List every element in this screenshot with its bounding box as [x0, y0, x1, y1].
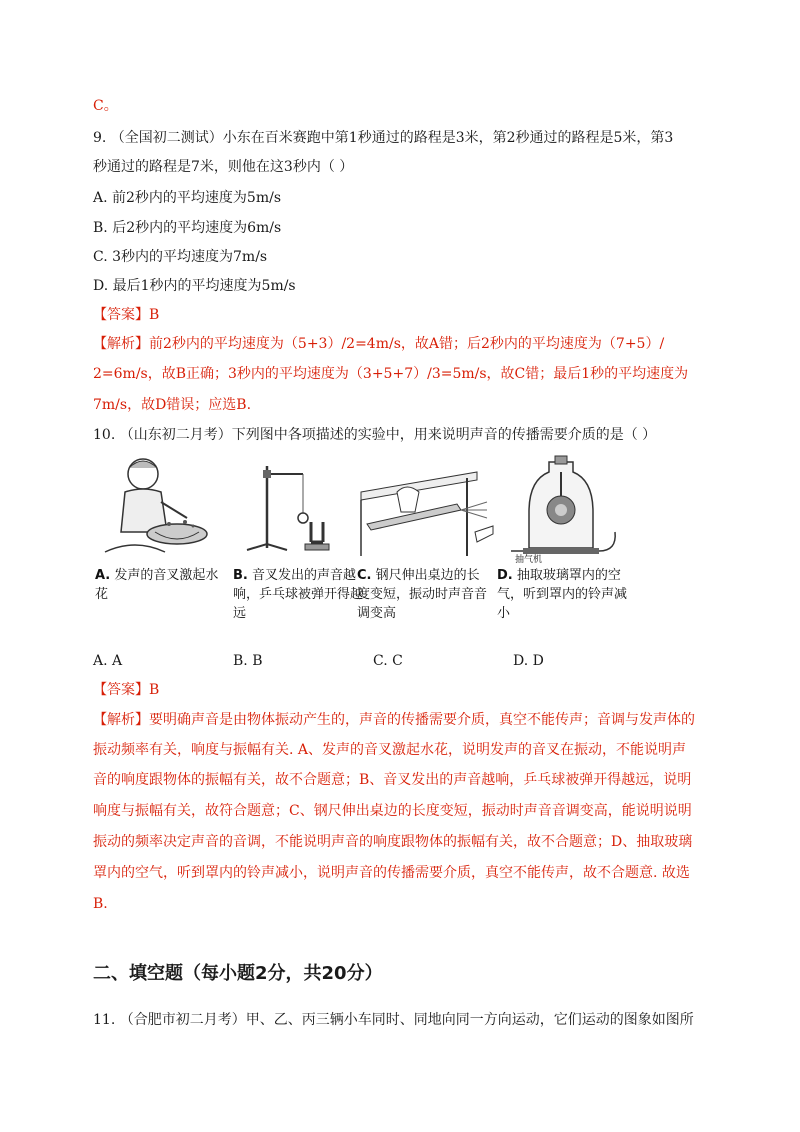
figure-b-caption: B. 音叉发出的声音越响，乒乓球被弹开得越远	[233, 568, 364, 621]
question-9-line-1: 9. （全国初二测试）小东在百米赛跑中第1秒通过的路程是3米，第2秒通过的路程是5米，第3	[93, 130, 674, 146]
figure-c-caption: C. 钢尺伸出桌边的长度变短，振动时声音音调变高	[357, 568, 488, 621]
question-10-analysis-line-3: 音的响度跟物体的振幅有关，故不合题意；B、音叉发出的声音越响，乒乓球被弹开得越远，说明	[93, 772, 692, 788]
figure-a-tuning-fork-water	[95, 452, 223, 562]
question-9-analysis-line-1: 【解析】前2秒内的平均速度为（5+3）/2=4m/s，故A错；后2秒内的平均速度为（7+5）/	[93, 336, 665, 352]
question-9-line-2: 秒通过的路程是7米，则他在这3秒内（ ）	[93, 159, 354, 175]
question-9-answer: 【答案】B	[93, 307, 160, 323]
question-10-analysis-line-2: 振动频率有关，响度与振幅有关. A、发声的音叉激起水花，说明发声的音叉在振动，不能说明声	[93, 742, 687, 758]
figure-a-caption: A. 发声的音叉激起水花	[95, 568, 219, 602]
question-10-analysis-line-7: B.	[93, 896, 108, 912]
question-9-option-a: A. 前2秒内的平均速度为5m/s	[93, 190, 282, 206]
question-10-option-b: B. B	[233, 653, 263, 669]
question-11-line-1: 11. （合肥市初二月考）甲、乙、丙三辆小车同时、同地向同一方向运动，它们运动的图象如图所	[93, 1012, 694, 1028]
question-10-answer: 【答案】B	[93, 682, 160, 698]
figure-c-ruler-table	[357, 452, 497, 562]
question-9-option-b: B. 后2秒内的平均速度为6m/s	[93, 220, 282, 236]
pump-label: 抽气机	[515, 555, 543, 565]
question-10-line-1: 10. （山东初二月考）下列图中各项描述的实验中，用来说明声音的传播需要介质的是（ ）	[93, 427, 657, 443]
figure-d-bell-jar-pump	[497, 452, 625, 562]
figure-d-caption: D. 抽取玻璃罩内的空气，听到罩内的铃声减小	[497, 568, 628, 621]
question-10-analysis-line-4: 响度与振幅有关，故符合题意；C、钢尺伸出桌边的长度变短，振动时声音音调变高，能说明说明	[93, 803, 692, 819]
section-2-title: 二、填空题（每小题2分，共20分）	[93, 963, 383, 984]
previous-answer-line: C。	[93, 98, 118, 114]
question-9-option-d: D. 最后1秒内的平均速度为5m/s	[93, 278, 296, 294]
question-10-analysis-line-5: 振动的频率决定声音的音调，不能说明声音的响度跟物体的振幅有关，故不合题意；D、抽取玻璃	[93, 834, 693, 850]
question-9-analysis-line-3: 7m/s，故D错误；应选B.	[93, 397, 252, 413]
question-9-analysis-line-2: 2=6m/s，故B正确；3秒内的平均速度为（3+5+7）/3=5m/s，故C错；最后1秒的平均速度为	[93, 366, 689, 382]
question-10-analysis-line-1: 【解析】要明确声音是由物体振动产生的，声音的传播需要介质，真空不能传声；音调与发声体的	[93, 712, 695, 728]
figure-b-ping-pong-tuning-fork	[233, 452, 361, 562]
question-10-option-d: D. D	[513, 653, 544, 669]
question-9-option-c: C. 3秒内的平均速度为7m/s	[93, 249, 268, 265]
question-10-analysis-line-6: 罩内的空气，听到罩内的铃声减小，说明声音的传播需要介质，真空不能传声，故不合题意. 故选	[93, 865, 690, 881]
question-10-figure	[95, 452, 635, 622]
question-10-option-c: C. C	[373, 653, 403, 669]
question-10-option-a: A. A	[93, 653, 123, 669]
question-10-options	[93, 652, 544, 670]
